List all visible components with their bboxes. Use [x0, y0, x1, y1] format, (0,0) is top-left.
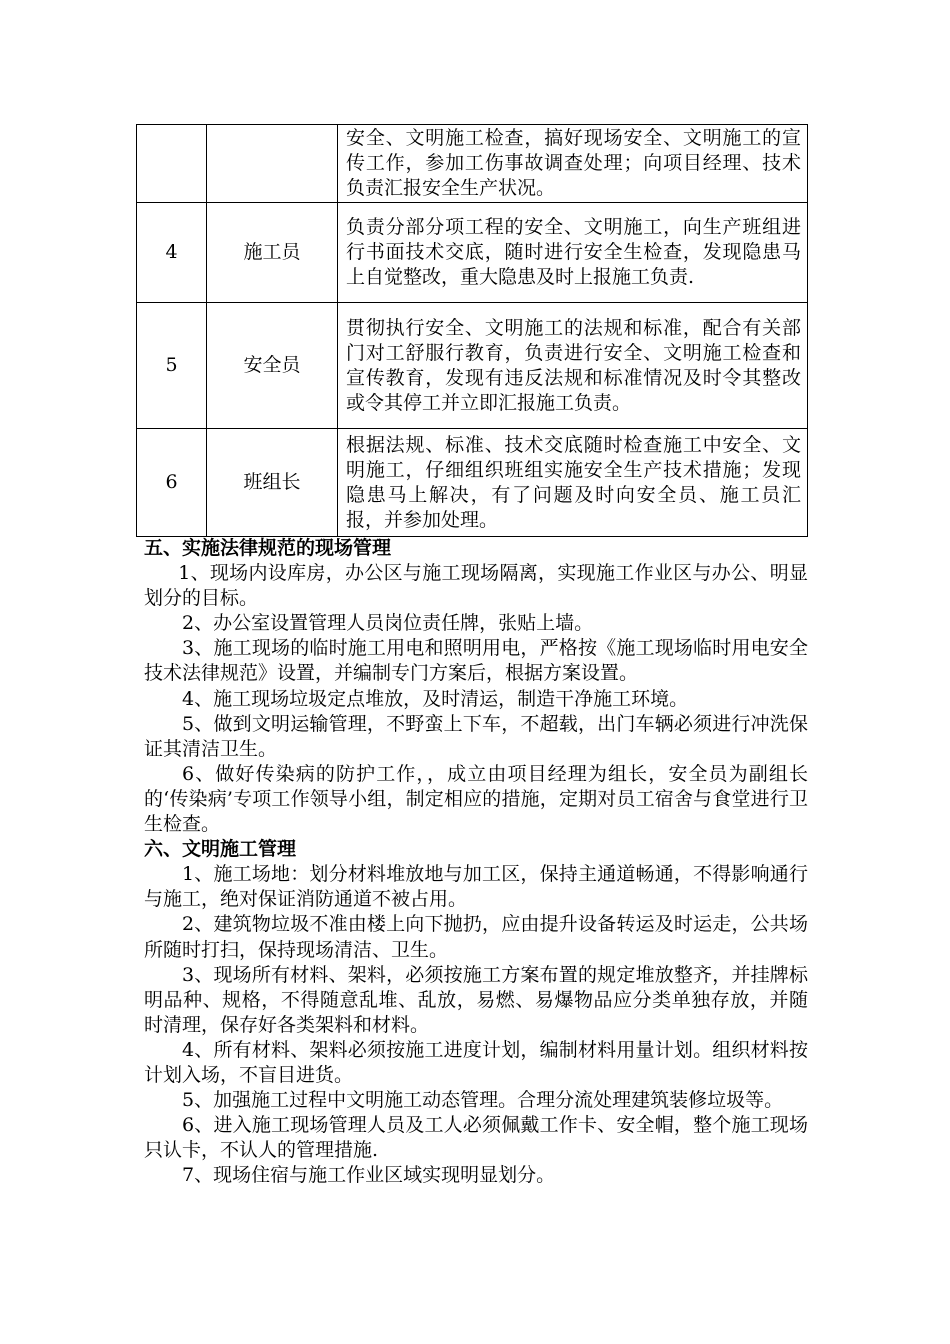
paragraph: 7、现场住宿与施工作业区域实现明显划分。 [182, 1164, 556, 1187]
row-role: 安全员 [207, 303, 338, 429]
table-row [137, 125, 808, 203]
row-duty: 安全、文明施工检查，搞好现场安全、文明施工的宣传工作，参加工伤事故调查处理；向项目经理、技术负责汇报安全生产状况。 [338, 125, 808, 203]
row-duty: 负责分部分项工程的安全、文明施工，向生产班组进行书面技术交底，随时进行安全生检查，发现隐患马上自觉整改，重大隐患及时上报施工负责. [338, 203, 808, 303]
paragraph: 4、施工现场垃圾定点堆放，及时清运，制造干净施工环境。 [182, 687, 689, 710]
row-number: 6 [137, 429, 207, 537]
row-duty: 贯彻执行安全、文明施工的法规和标准，配合有关部门对工舒服行教育，负责进行安全、文明施工检查和宣传教育，发现有违反法规和标准情况及时令其整改或令其停工并立即汇报施工负责。 [338, 303, 808, 429]
paragraph: 2、办公室设置管理人员岗位责任牌，张贴上墙。 [182, 612, 594, 635]
row-number: 4 [137, 203, 207, 303]
row-number: 5 [137, 303, 207, 429]
paragraph: 1、现场内设库房，办公区与施工现场隔离，实现施工作业区与办公、明显划分的目标。 [144, 562, 808, 610]
table-row [137, 429, 808, 537]
paragraph: 3、施工现场的临时施工用电和照明用电，严格按《施工现场临时用电安全技术法律规范》设置，并编制专门方案后，根据方案设置。 [144, 637, 808, 685]
paragraph: 6、做好传染病的防护工作，，成立由项目经理为组长，安全员为副组长的‘传染病’专项工作领导小组，制定相应的措施，定期对员工宿舍与食堂进行卫生检查。 [144, 762, 808, 836]
body-text [144, 536, 808, 1188]
paragraph: 3、现场所有材料、架料，必须按施工方案布置的规定堆放整齐，并挂牌标明品种、规格，不得随意乱堆、乱放，易燃、易爆物品应分类单独存放，并随时清理，保存好各类架料和材料。 [144, 963, 808, 1036]
section-heading: 六、文明施工管理 [144, 838, 297, 861]
paragraph: 4、所有材料、架料必须按施工进度计划，编制材料用量计划。组织材料按计划入场，不盲目进货。 [144, 1038, 808, 1086]
row-number [137, 125, 207, 203]
table-row [137, 203, 808, 303]
table-row [137, 303, 808, 429]
section-heading: 五、实施法律规范的现场管理 [144, 537, 392, 559]
row-duty: 根据法规、标准、技术交底随时检查施工中安全、文明施工，仔细组织班组实施安全生产技术措施；发现隐患马上解决，有了问题及时向安全员、施工员汇报，并参加处理。 [338, 429, 808, 537]
paragraph: 1、施工场地：划分材料堆放地与加工区，保持主通道畅通，不得影响通行与施工，绝对保证消防通道不被占用。 [144, 863, 808, 911]
paragraph: 5、加强施工过程中文明施工动态管理。合理分流处理建筑装修垃圾等。 [182, 1089, 784, 1112]
row-role: 施工员 [207, 203, 338, 303]
responsibility-table [136, 124, 808, 537]
row-role [207, 125, 338, 203]
paragraph: 6、进入施工现场管理人员及工人必须佩戴工作卡、安全帽，整个施工现场只认卡，不认人的管理措施. [144, 1114, 808, 1162]
paragraph: 5、做到文明运输管理，不野蛮上下车，不超载，出门车辆必须进行冲洗保证其清洁卫生。 [144, 712, 808, 760]
row-role: 班组长 [207, 429, 338, 537]
paragraph: 2、建筑物垃圾不准由楼上向下抛扔，应由提升设备转运及时运走，公共场所随时打扫，保持现场清洁、卫生。 [144, 913, 808, 961]
